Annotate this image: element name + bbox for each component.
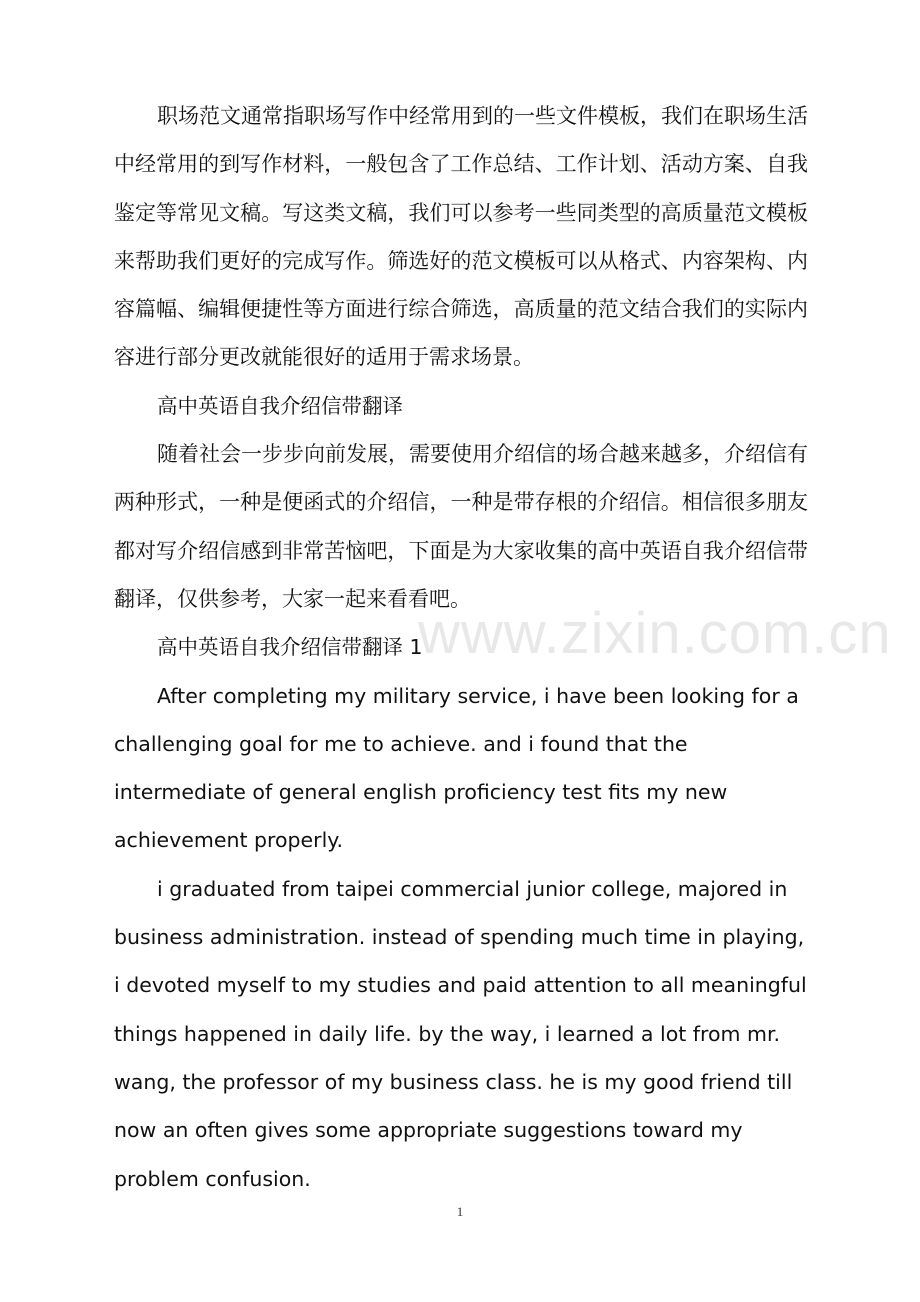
intro-paragraph: 职场范文通常指职场写作中经常用到的一些文件模板，我们在职场生活中经常用的到写作材料，一般包含了工作总结、工作计划、活动方案、自我鉴定等常见文稿。写这类文稿，我们可以参考一些同类型的高质量范文模板来帮助我们更好的完成写作。筛选好的范文模板可以从格式、内容架构、内容篇幅、编辑便捷性等方面进行综合筛选，高质量的范文结合我们的实际内容进行部分更改就能很好的适用于需求场景。 [114,104,808,370]
letter-paragraph-1: After completing my military service, i have been looking for a challenging goal for me to achieve. and i found that the intermediate of general english proficiency test fits my new achievement properly. [114,683,799,853]
page-number: 1 [456,1204,464,1219]
lead-paragraph: 随着社会一步步向前发展，需要使用介绍信的场合越来越多，介绍信有两种形式，一种是便函式的介绍信，一种是带存根的介绍信。相信很多朋友都对写介绍信感到非常苦恼吧，下面是为大家收集的高中英语自我介绍信带翻译，仅供参考，大家一起来看看吧。 [114,442,808,611]
letter-title: 高中英语自我介绍信带翻译 1 [157,635,423,660]
document-body [114,92,808,1203]
watermark: www.zixin.com.cn [418,601,892,666]
letter-paragraph-2: i graduated from taipei commercial junior college, majored in business administration. instead of spending much time in playing, i devoted myself to my studies and paid attention to all meaningful things happened in daily life. by the way, i learned a lot from mr. wang, the professor of my business class. he is my good friend till now an often gives some appropriate suggestions toward my problem confusion. [114,876,807,1191]
section-title: 高中英语自我介绍信带翻译 [157,393,403,418]
